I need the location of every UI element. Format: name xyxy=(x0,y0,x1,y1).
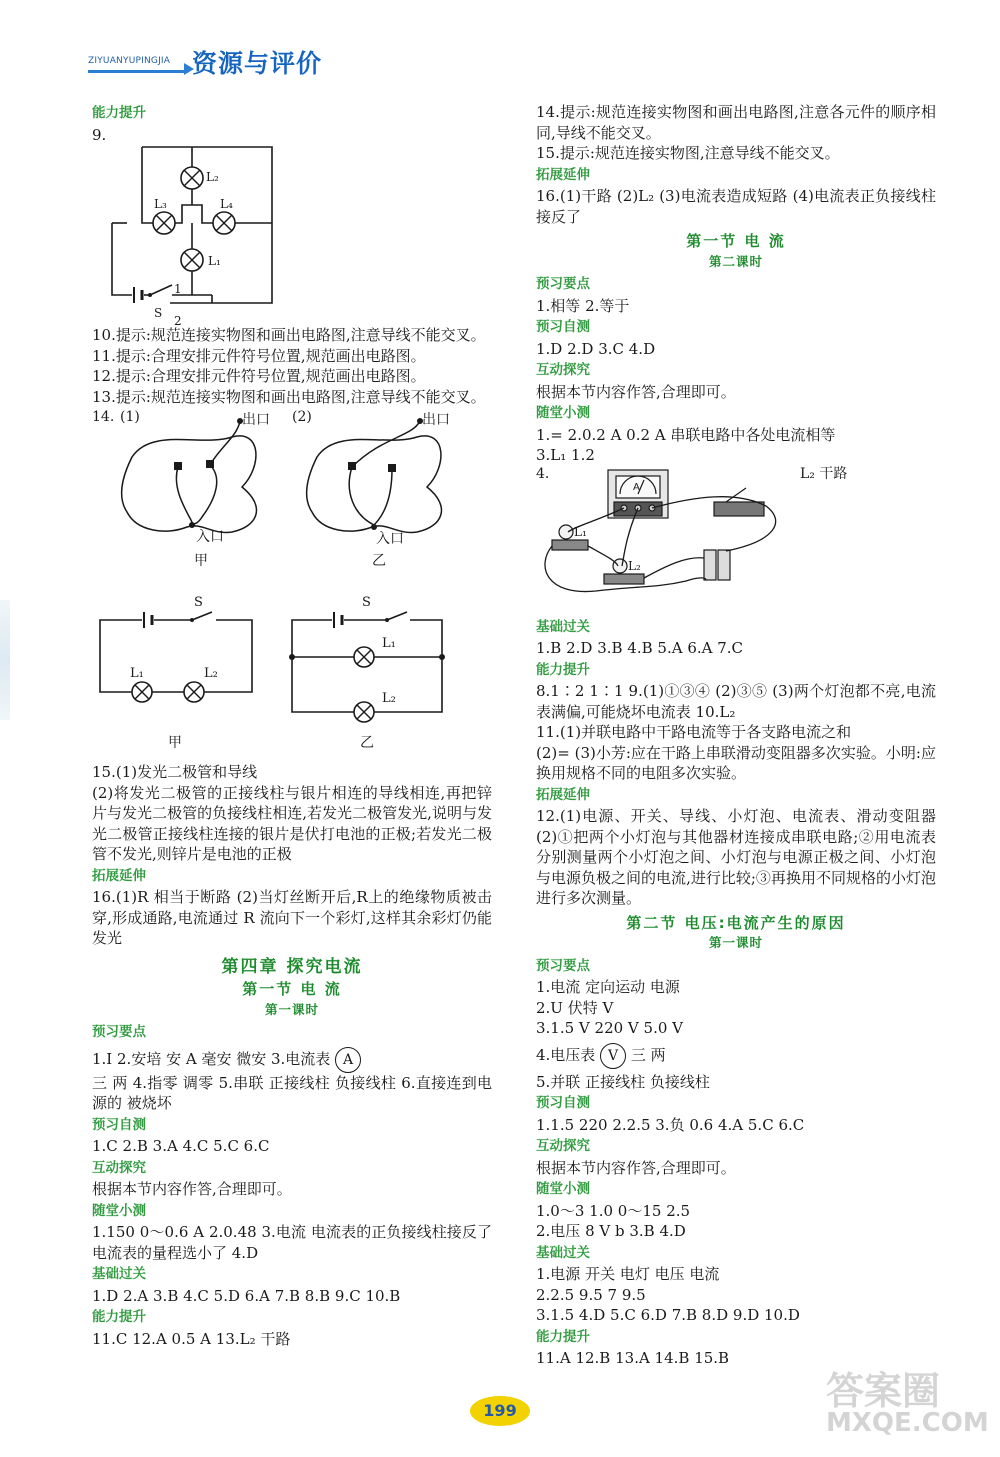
answer-line: 16.(1)R 相当于断路 (2)当灯丝断开后,R上的绝缘物质被击穿,形成通路,电流通过 R 流向下一个彩灯,这样其余彩灯仍能发光 xyxy=(92,888,492,947)
answer-line: 11.(1)并联电路中干路电流等于各支路电流之和 xyxy=(536,723,852,741)
ammeter-symbol-icon: A xyxy=(335,1047,361,1073)
section-heading: 预习要点 xyxy=(536,276,590,292)
label-contact-2: 2 xyxy=(174,314,182,325)
answer-line: 根据本节内容作答,合理即可。 xyxy=(92,1180,292,1198)
q4-number: 4. xyxy=(536,465,550,482)
exit-label: 出口 xyxy=(422,412,450,428)
watermark-url: MXQE.COM xyxy=(826,1408,989,1438)
answer-line: 1.D 2.D 3.C 4.D xyxy=(536,339,656,358)
switch-label: S xyxy=(362,595,371,610)
answer-line: 3.1.5 4.D 5.C 6.D 7.B 8.D 9.D 10.D xyxy=(536,1306,800,1324)
caption-jia: 甲 xyxy=(194,553,208,569)
header-title: 资源与评价 xyxy=(192,49,323,78)
section-heading: 随堂小测 xyxy=(92,1202,146,1219)
section-heading: 预习要点 xyxy=(92,1024,146,1040)
section-heading: 随堂小测 xyxy=(536,1181,590,1197)
part-1-label: (1) xyxy=(120,409,140,425)
section-heading: 预习自测 xyxy=(92,1116,146,1133)
lamp-label-l2: L₂ xyxy=(628,558,641,573)
section-heading: 能力提升 xyxy=(92,1309,146,1325)
section-heading: 预习要点 xyxy=(536,957,590,974)
answer-line: 12.提示:合理安排元件符号位置,规范画出电路图。 xyxy=(92,367,426,385)
answer-line: 11.提示:合理安排元件符号位置,规范画出电路图。 xyxy=(92,346,426,365)
answer-line: 15.(1)发光二极管和导线 xyxy=(92,763,258,781)
answer-line: 1.= 2.0.2 A 0.2 A 串联电路中各处电流相等 xyxy=(536,425,836,444)
answer-line: 1.0～3 1.0 0～15 2.5 xyxy=(536,1201,691,1220)
answer-line: 5.并联 正接线柱 负接线柱 xyxy=(536,1072,710,1091)
section-heading: 随堂小测 xyxy=(536,405,590,421)
page-number: 199 xyxy=(483,1401,517,1420)
answer-text: 4.电压表 xyxy=(536,1045,596,1064)
section-heading: 能力提升 xyxy=(536,661,590,678)
caption-yi: 乙 xyxy=(372,553,386,569)
answer-line: 1.1.5 220 2.2.5 3.负 0.6 4.A 5.C 6.C xyxy=(536,1115,805,1134)
q4-answer: L₂ 干路 xyxy=(800,465,848,482)
label-l2: L₂ xyxy=(206,170,219,184)
label-l3: L₃ xyxy=(154,197,167,211)
voltmeter-symbol-icon: V xyxy=(600,1043,626,1069)
lamp-label-l1: L₁ xyxy=(574,524,587,539)
answer-line: 三 两 4.指零 调零 5.串联 正接线柱 负接线柱 6.直接连到电源的 被烧坏 xyxy=(92,1073,492,1112)
answer-line: (2)= (3)小芳:应在干路上串联滑动变阻器多次实验。小明:应换用规格不同的电阻多次实验。 xyxy=(536,743,936,782)
q14-number: 14. xyxy=(92,409,115,425)
circuit-photo-figure-4 xyxy=(536,466,936,616)
answer-line: 1.相等 2.等于 xyxy=(536,296,630,315)
answer-line: 2.2.5 9.5 7 9.5 xyxy=(536,1285,646,1304)
answer-line: 3.L₁ 1.2 xyxy=(536,446,595,464)
answer-line: 3.1.5 V 220 V 5.0 V xyxy=(536,1019,683,1037)
lesson-subtitle: 第一课时 xyxy=(708,935,763,950)
answer-line: 1.150 0～0.6 A 2.0.48 3.电流 电流表的正负接线柱接反了 电流表的量程选小了 4.D xyxy=(92,1223,492,1262)
watermark-logo: 答案圈 xyxy=(826,1369,941,1413)
answer-text: 三 两 xyxy=(630,1045,666,1064)
section-heading: 互动探究 xyxy=(536,1138,590,1154)
lesson-title: 第一节 电 流 xyxy=(686,232,786,250)
lamp-label-l1: L₁ xyxy=(382,636,396,651)
scan-edge xyxy=(0,600,10,720)
lesson-subtitle: 第一课时 xyxy=(264,1001,319,1017)
page-header xyxy=(88,44,338,78)
label-contact-1: 1 xyxy=(174,282,182,296)
section-heading: 互动探究 xyxy=(536,362,590,378)
header-pinyin: ZIYUANYUPINGJIA xyxy=(88,56,171,66)
left-column xyxy=(92,102,492,1349)
section-heading: 拓展延伸 xyxy=(92,867,146,884)
caption-yi: 乙 xyxy=(360,735,374,751)
section-heading: 预习自测 xyxy=(536,319,590,335)
answer-line: 11.A 12.B 13.A 14.B 15.B xyxy=(536,1349,730,1367)
answer-line: 12.(1)电源、开关、导线、小灯泡、电流表、滑动变阻器 (2)①把两个小灯泡与其他器材连接成串联电路;②用电流表分别测量两个小灯泡之间、小灯泡与电源正极之间、小灯泡与电源负极之间的电流,进行比较;③再换用不同规格的小灯泡进行多次测量。 xyxy=(536,807,936,907)
answer-line: 10.提示:规范连接实物图和画出电路图,注意导线不能交叉。 xyxy=(92,326,486,344)
answer-line: 2.U 伏特 V xyxy=(536,998,614,1017)
answer-text: 1.I 2.安培 安 A 毫安 微安 3.电流表 xyxy=(92,1049,331,1068)
right-column xyxy=(536,102,936,1369)
section-heading: 能力提升 xyxy=(92,105,146,121)
section-heading: 拓展延伸 xyxy=(536,166,590,183)
answer-line: 根据本节内容作答,合理即可。 xyxy=(536,382,736,401)
answer-line: 15.提示:规范连接实物图,注意导线不能交叉。 xyxy=(536,144,840,162)
lesson-title: 第二节 电压:电流产生的原因 xyxy=(626,913,846,932)
answer-line: 14.提示:规范连接实物图和画出电路图,注意各元件的顺序相同,导线不能交叉。 xyxy=(536,103,936,142)
answer-line: (2)将发光二极管的正接线柱与银片相连的导线相连,再把锌片与发光二极管的负接线柱相连,若发光二极管发光,说明与发光二极管正接线柱连接的银片是伏打电池的正极;若发光二极管不发光,则锌片是电池的正极 xyxy=(92,783,492,863)
section-heading: 预习自测 xyxy=(536,1095,590,1111)
answer-line: 根据本节内容作答,合理即可。 xyxy=(536,1158,736,1177)
section-heading: 基础过关 xyxy=(536,1244,590,1261)
answer-line: 8.1∶2 1∶1 9.(1)①③④ (2)③⑤ (3)两个灯泡都不亮,电流表满偏,可能烧坏电流表 10.L₂ xyxy=(536,682,936,721)
section-heading: 基础过关 xyxy=(92,1266,146,1282)
answer-line: 1.电流 定向运动 电源 xyxy=(536,978,680,996)
entrance-label: 入口 xyxy=(196,529,224,545)
section-heading: 拓展延伸 xyxy=(536,786,590,803)
meter-letter: A xyxy=(633,481,640,493)
answer-line: 9. xyxy=(92,125,107,144)
header-line xyxy=(88,70,188,73)
entrance-label: 入口 xyxy=(376,531,404,547)
answer-line: 1.B 2.D 3.B 4.B 5.A 6.A 7.C xyxy=(536,639,744,657)
lamp-label-l1: L₁ xyxy=(130,666,144,681)
answer-line xyxy=(536,1043,936,1069)
circuit-figure-14 xyxy=(92,407,492,762)
exit-label: 出口 xyxy=(242,412,270,428)
part-2-label: (2) xyxy=(292,409,312,425)
lamp-label-l2: L₂ xyxy=(382,691,396,706)
chapter-title: 第四章 探究电流 xyxy=(221,956,363,977)
section-heading: 能力提升 xyxy=(536,1328,590,1345)
caption-jia: 甲 xyxy=(168,735,182,751)
lesson-title: 第一节 电 流 xyxy=(242,980,342,998)
label-switch: S xyxy=(154,306,163,320)
answer-line: 1.D 2.A 3.B 4.C 5.D 6.A 7.B 8.B 9.C 10.B xyxy=(92,1286,401,1305)
label-l4: L₄ xyxy=(220,197,233,211)
answer-line xyxy=(92,1047,492,1073)
answer-line: 16.(1)干路 (2)L₂ (3)电流表造成短路 (4)电流表正负接线柱接反了 xyxy=(536,187,936,226)
page-number-badge xyxy=(470,1396,530,1426)
answer-line: 13.提示:规范连接实物图和画出电路图,注意导线不能交叉。 xyxy=(92,387,486,406)
answer-line: 2.电压 8 V b 3.B 4.D xyxy=(536,1222,686,1240)
lamp-label-l2: L₂ xyxy=(204,666,218,681)
answer-line: 1.C 2.B 3.A 4.C 5.C 6.C xyxy=(92,1137,270,1155)
lesson-subtitle: 第二课时 xyxy=(708,253,763,269)
section-heading: 基础过关 xyxy=(536,618,590,635)
switch-label: S xyxy=(194,595,203,610)
answer-line: 1.电源 开关 电灯 电压 电流 xyxy=(536,1265,720,1283)
answer-line: 11.C 12.A 0.5 A 13.L₂ 干路 xyxy=(92,1329,291,1348)
label-l1: L₁ xyxy=(208,254,221,268)
section-heading: 互动探究 xyxy=(92,1159,146,1176)
circuit-figure-9 xyxy=(92,145,292,325)
